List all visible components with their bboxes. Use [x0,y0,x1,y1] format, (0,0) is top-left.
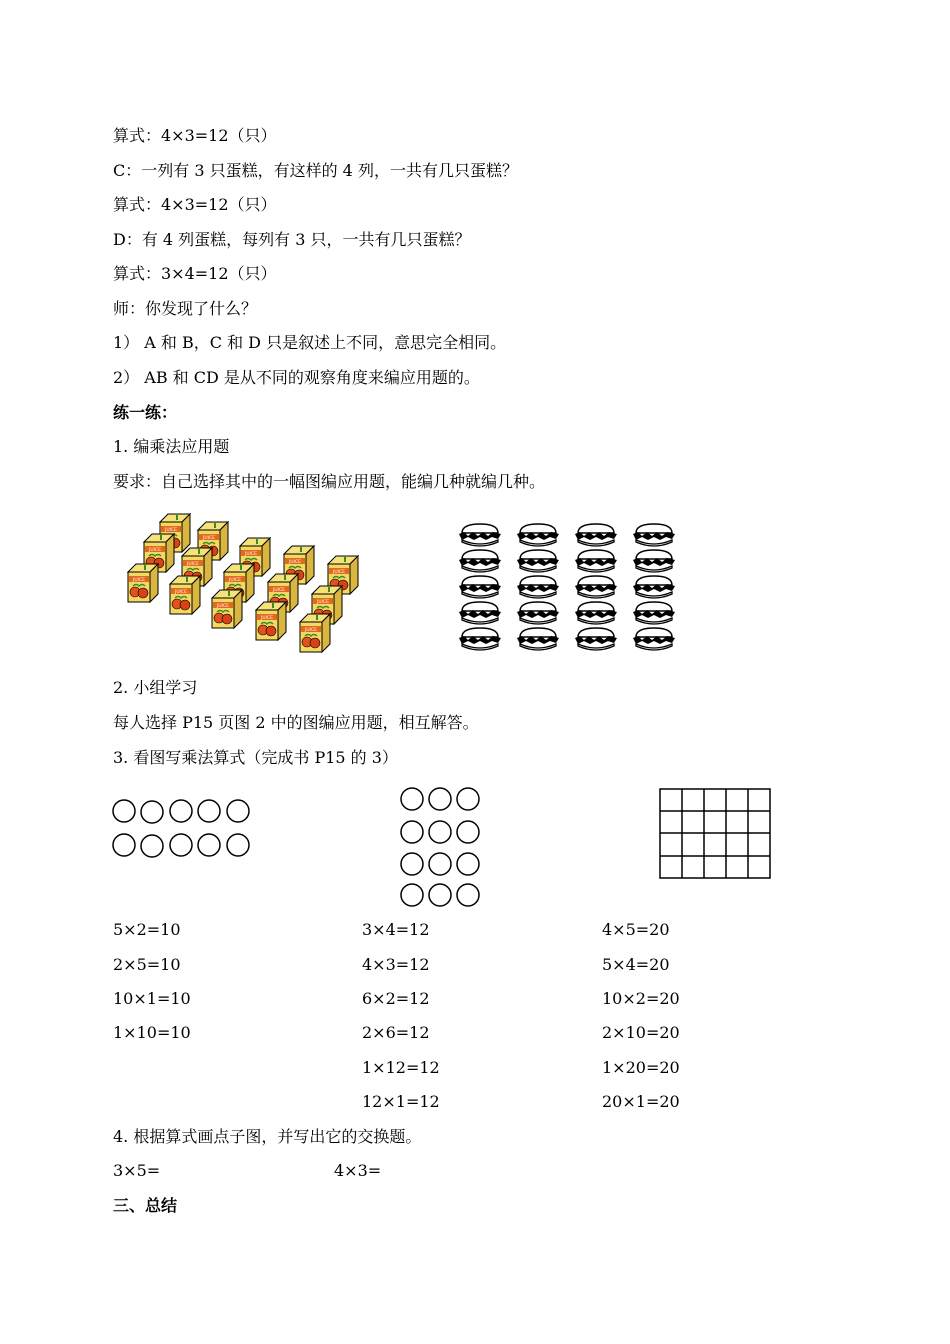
juice-boxes-illustration: JUICE [124,514,364,662]
equation: 4×5=20 [602,920,670,939]
text-line: 2） AB 和 CD 是从不同的观察角度来编应用题的。 [113,368,480,387]
text-line: 1. 编乘法应用题 [113,437,230,456]
equation: 1×20=20 [602,1058,680,1077]
equation: 4×3=12 [362,955,430,974]
text-line: 每人选择 P15 页图 2 中的图编应用题，相互解答。 [113,713,479,732]
exercise-equation: 4×3= [334,1161,382,1180]
text-line: 4. 根据算式画点子图，并写出它的交换题。 [113,1127,422,1146]
equation: 20×1=20 [602,1092,680,1111]
text-line: 算式：4×3=12（只） [113,195,277,214]
burgers-illustration [456,524,681,656]
equation: 10×2=20 [602,989,680,1008]
section-heading: 三、总结 [113,1196,178,1215]
equation: 2×5=10 [113,955,181,974]
exercise-equation: 3×5= [113,1161,161,1180]
equation: 10×1=10 [113,989,191,1008]
text-line: 算式：3×4=12（只） [113,264,277,283]
text-line: C：一列有 3 只蛋糕，有这样的 4 列，一共有几只蛋糕？ [113,161,518,180]
circles-3x4 [398,786,486,912]
equation: 12×1=12 [362,1092,440,1111]
grid-5x4 [659,788,771,880]
text-line: 师：你发现了什么？ [113,299,258,318]
equation: 5×2=10 [113,920,181,939]
equation: 1×10=10 [113,1023,191,1042]
equation: 2×10=20 [602,1023,680,1042]
text-line: 1） A 和 B，C 和 D 只是叙述上不同，意思完全相同。 [113,333,507,352]
circles-5x2 [111,797,255,861]
section-heading: 练一练： [113,403,178,422]
equation: 1×12=12 [362,1058,440,1077]
equation: 6×2=12 [362,989,430,1008]
text-line: 算式：4×3=12（只） [113,126,277,145]
text-line: 2. 小组学习 [113,678,198,697]
text-line: 要求：自己选择其中的一幅图编应用题，能编几种就编几种。 [113,472,546,491]
equation: 3×4=12 [362,920,430,939]
equation: 5×4=20 [602,955,670,974]
equation: 2×6=12 [362,1023,430,1042]
text-line: 3. 看图写乘法算式（完成书 P15 的 3） [113,748,398,767]
text-line: D：有 4 列蛋糕，每列有 3 只，一共有几只蛋糕？ [113,230,471,249]
